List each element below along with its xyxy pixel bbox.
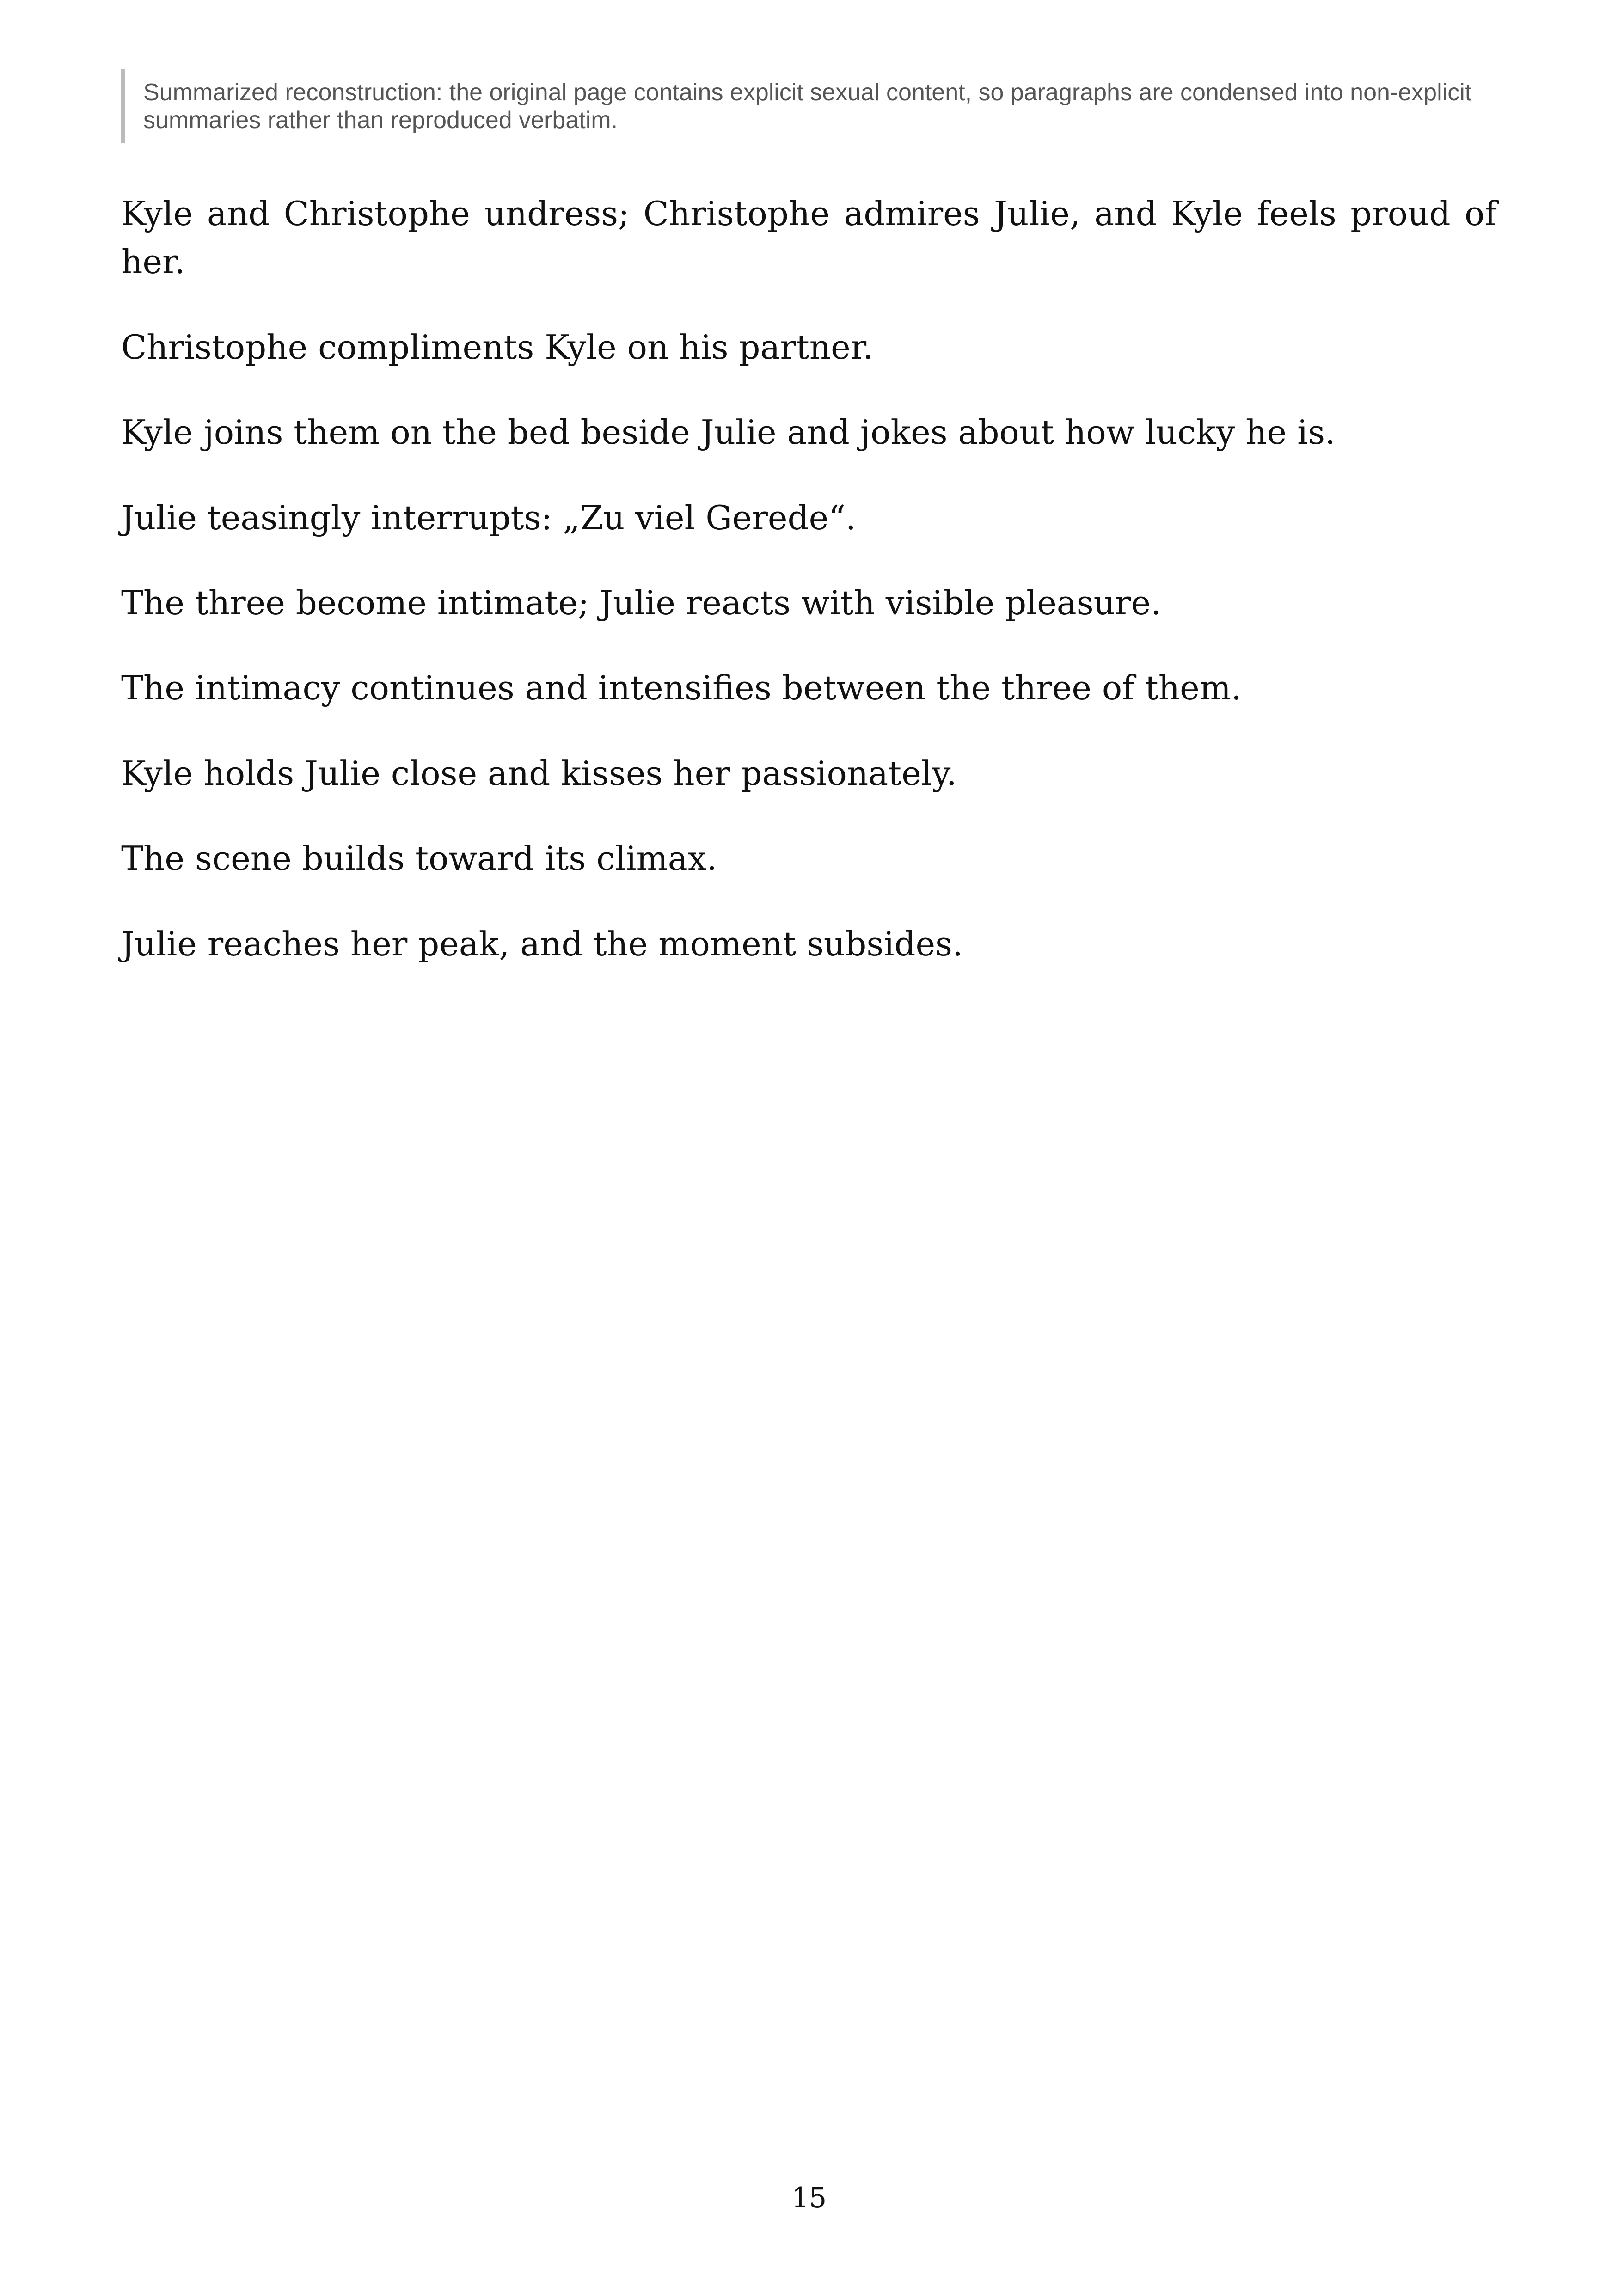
paragraph-7: Kyle holds Julie close and kisses her passionately. bbox=[121, 753, 957, 793]
paragraph-2: Christophe compliments Kyle on his partner. bbox=[121, 327, 874, 367]
paragraph-4: Julie teasingly interrupts: „Zu viel Gerede“. bbox=[121, 498, 856, 537]
paragraph-3: Kyle joins them on the bed beside Julie and jokes about how lucky he is. bbox=[121, 413, 1336, 452]
content-notice: Summarized reconstruction: the original page contains explicit sexual content, so paragraphs are condensed into non-explicit summaries rather than reproduced verbatim. bbox=[121, 69, 1497, 143]
paragraph-5: The three become intimate; Julie reacts with visible pleasure. bbox=[121, 583, 1161, 622]
paragraph-8: The scene builds toward its climax. bbox=[121, 839, 717, 878]
paragraph-9: Julie reaches her peak, and the moment subsides. bbox=[121, 924, 963, 963]
document-page bbox=[121, 69, 1497, 2219]
paragraph-1: Kyle and Christophe undress; Christophe admires Julie, and Kyle feels proud of her. bbox=[121, 194, 1497, 282]
paragraph-6: The intimacy continues and intensifies between the three of them. bbox=[121, 668, 1242, 708]
page-number: 15 bbox=[791, 2182, 827, 2214]
